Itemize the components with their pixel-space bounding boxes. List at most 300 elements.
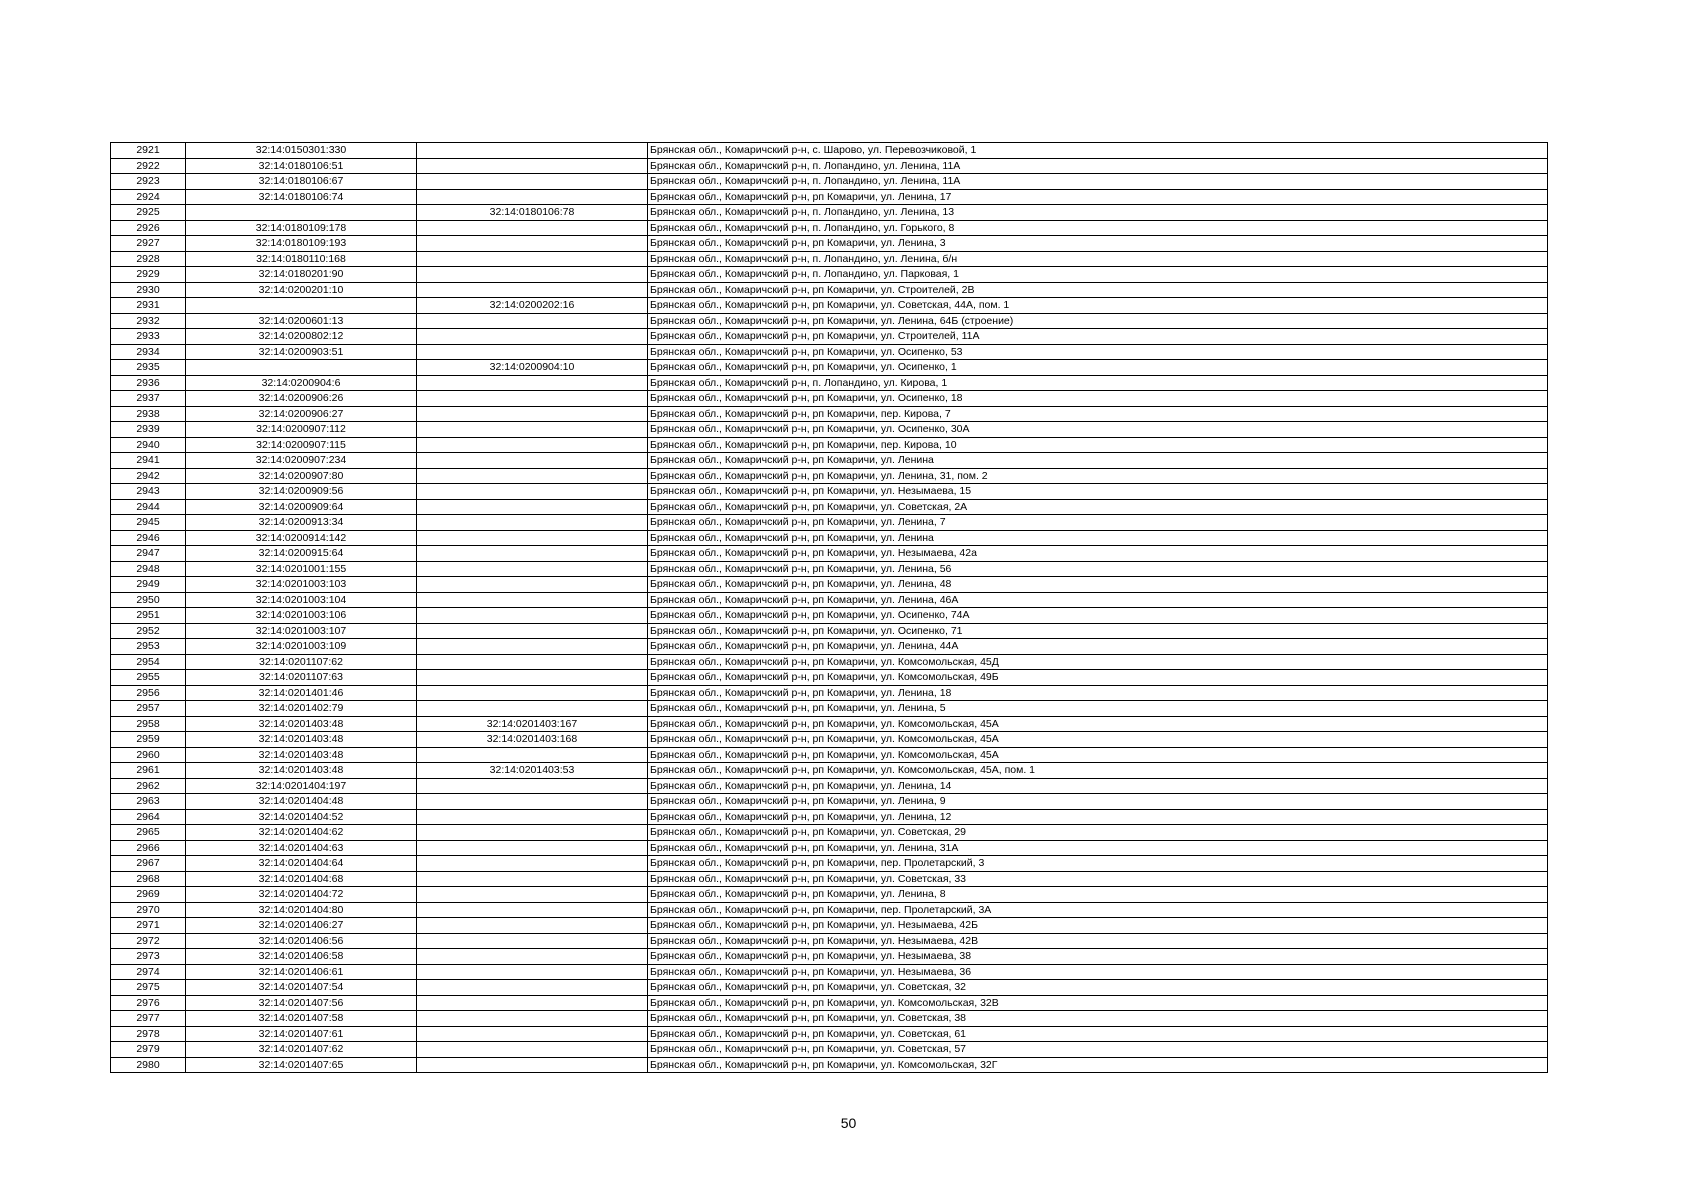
row-number-cell: 2967	[111, 856, 186, 872]
address-cell: Брянская обл., Комаричский р-н, рп Комаричи, ул. Ленина, 31А	[648, 840, 1548, 856]
object-cadastral-number-cell	[417, 1026, 648, 1042]
table-row	[111, 701, 1548, 717]
row-number-cell: 2950	[111, 592, 186, 608]
address-cell: Брянская обл., Комаричский р-н, рп Комаричи, ул. Незымаева, 38	[648, 949, 1548, 965]
table-row	[111, 592, 1548, 608]
table-row	[111, 484, 1548, 500]
cadastral-number-cell: 32:14:0201403:48	[186, 716, 417, 732]
address-cell: Брянская обл., Комаричский р-н, рп Комаричи, ул. Строителей, 2В	[648, 282, 1548, 298]
table-row	[111, 360, 1548, 376]
address-cell: Брянская обл., Комаричский р-н, рп Комаричи, ул. Незымаева, 15	[648, 484, 1548, 500]
table-row	[111, 515, 1548, 531]
object-cadastral-number-cell: 32:14:0180106:78	[417, 205, 648, 221]
table-row	[111, 732, 1548, 748]
object-cadastral-number-cell	[417, 344, 648, 360]
cadastral-number-cell: 32:14:0201407:61	[186, 1026, 417, 1042]
row-number-cell: 2921	[111, 143, 186, 159]
object-cadastral-number-cell	[417, 623, 648, 639]
address-cell: Брянская обл., Комаричский р-н, рп Комаричи, ул. Осипенко, 1	[648, 360, 1548, 376]
cadastral-number-cell: 32:14:0200907:234	[186, 453, 417, 469]
object-cadastral-number-cell	[417, 267, 648, 283]
object-cadastral-number-cell	[417, 670, 648, 686]
cadastral-number-cell: 32:14:0180110:168	[186, 251, 417, 267]
cadastral-number-cell: 32:14:0180106:51	[186, 158, 417, 174]
row-number-cell: 2971	[111, 918, 186, 934]
address-cell: Брянская обл., Комаричский р-н, рп Комаричи, ул. Осипенко, 53	[648, 344, 1548, 360]
cadastral-number-cell: 32:14:0201404:62	[186, 825, 417, 841]
table-row	[111, 468, 1548, 484]
table-row	[111, 778, 1548, 794]
cadastral-number-cell: 32:14:0201407:62	[186, 1042, 417, 1058]
row-number-cell: 2962	[111, 778, 186, 794]
object-cadastral-number-cell: 32:14:0201403:53	[417, 763, 648, 779]
row-number-cell: 2945	[111, 515, 186, 531]
table-row	[111, 313, 1548, 329]
address-cell: Брянская обл., Комаричский р-н, рп Комаричи, пер. Пролетарский, 3	[648, 856, 1548, 872]
table-row	[111, 933, 1548, 949]
cadastral-number-cell: 32:14:0201402:79	[186, 701, 417, 717]
address-cell: Брянская обл., Комаричский р-н, рп Комаричи, ул. Комсомольская, 45А	[648, 716, 1548, 732]
address-cell: Брянская обл., Комаричский р-н, рп Комаричи, ул. Осипенко, 74А	[648, 608, 1548, 624]
table-row	[111, 980, 1548, 996]
cadastral-number-cell: 32:14:0201404:48	[186, 794, 417, 810]
object-cadastral-number-cell	[417, 685, 648, 701]
cadastral-number-cell: 32:14:0201003:107	[186, 623, 417, 639]
object-cadastral-number-cell	[417, 778, 648, 794]
table-row	[111, 406, 1548, 422]
cadastral-number-cell: 32:14:0200914:142	[186, 530, 417, 546]
table-row	[111, 949, 1548, 965]
object-cadastral-number-cell	[417, 375, 648, 391]
object-cadastral-number-cell	[417, 1042, 648, 1058]
table-row	[111, 189, 1548, 205]
address-cell: Брянская обл., Комаричский р-н, рп Комаричи, ул. Ленина, 9	[648, 794, 1548, 810]
row-number-cell: 2933	[111, 329, 186, 345]
address-cell: Брянская обл., Комаричский р-н, рп Комаричи, ул. Комсомольская, 45А, пом. 1	[648, 763, 1548, 779]
address-cell: Брянская обл., Комаричский р-н, рп Комаричи, пер. Пролетарский, 3А	[648, 902, 1548, 918]
row-number-cell: 2942	[111, 468, 186, 484]
table-row	[111, 1011, 1548, 1027]
row-number-cell: 2959	[111, 732, 186, 748]
address-cell: Брянская обл., Комаричский р-н, рп Комаричи, ул. Советская, 33	[648, 871, 1548, 887]
row-number-cell: 2969	[111, 887, 186, 903]
object-cadastral-number-cell	[417, 515, 648, 531]
address-cell: Брянская обл., Комаричский р-н, рп Комаричи, ул. Советская, 57	[648, 1042, 1548, 1058]
object-cadastral-number-cell	[417, 809, 648, 825]
address-cell: Брянская обл., Комаричский р-н, рп Комаричи, ул. Комсомольская, 32В	[648, 995, 1548, 1011]
cadastral-number-cell: 32:14:0201404:63	[186, 840, 417, 856]
row-number-cell: 2953	[111, 639, 186, 655]
row-number-cell: 2940	[111, 437, 186, 453]
table-row	[111, 236, 1548, 252]
row-number-cell: 2926	[111, 220, 186, 236]
cadastral-number-cell: 32:14:0200909:56	[186, 484, 417, 500]
table-row	[111, 654, 1548, 670]
table-row	[111, 670, 1548, 686]
cadastral-number-cell: 32:14:0200904:6	[186, 375, 417, 391]
row-number-cell: 2954	[111, 654, 186, 670]
row-number-cell: 2951	[111, 608, 186, 624]
cadastral-number-cell: 32:14:0201404:197	[186, 778, 417, 794]
row-number-cell: 2924	[111, 189, 186, 205]
address-cell: Брянская обл., Комаричский р-н, рп Комаричи, ул. Ленина, 46А	[648, 592, 1548, 608]
address-cell: Брянская обл., Комаричский р-н, рп Комаричи, ул. Советская, 38	[648, 1011, 1548, 1027]
object-cadastral-number-cell	[417, 499, 648, 515]
cadastral-number-cell: 32:14:0201003:103	[186, 577, 417, 593]
address-cell: Брянская обл., Комаричский р-н, рп Комаричи, ул. Комсомольская, 45А	[648, 732, 1548, 748]
cadastral-number-cell: 32:14:0201404:52	[186, 809, 417, 825]
row-number-cell: 2935	[111, 360, 186, 376]
address-cell: Брянская обл., Комаричский р-н, рп Комаричи, ул. Ленина, 7	[648, 515, 1548, 531]
row-number-cell: 2952	[111, 623, 186, 639]
cadastral-number-cell: 32:14:0201406:27	[186, 918, 417, 934]
object-cadastral-number-cell	[417, 437, 648, 453]
table-row	[111, 902, 1548, 918]
cadastral-number-cell: 32:14:0200907:112	[186, 422, 417, 438]
table-row	[111, 499, 1548, 515]
address-cell: Брянская обл., Комаричский р-н, рп Комаричи, ул. Советская, 61	[648, 1026, 1548, 1042]
address-cell: Брянская обл., Комаричский р-н, рп Комаричи, ул. Незымаева, 42а	[648, 546, 1548, 562]
address-cell: Брянская обл., Комаричский р-н, рп Комаричи, ул. Ленина, 44А	[648, 639, 1548, 655]
row-number-cell: 2944	[111, 499, 186, 515]
row-number-cell: 2948	[111, 561, 186, 577]
object-cadastral-number-cell	[417, 143, 648, 159]
cadastral-number-cell: 32:14:0201003:106	[186, 608, 417, 624]
address-cell: Брянская обл., Комаричский р-н, рп Комаричи, пер. Кирова, 7	[648, 406, 1548, 422]
table-row	[111, 716, 1548, 732]
address-cell: Брянская обл., Комаричский р-н, п. Лопандино, ул. Кирова, 1	[648, 375, 1548, 391]
row-number-cell: 2927	[111, 236, 186, 252]
address-cell: Брянская обл., Комаричский р-н, рп Комаричи, ул. Ленина, 17	[648, 189, 1548, 205]
table-row	[111, 220, 1548, 236]
cadastral-number-cell: 32:14:0201403:48	[186, 732, 417, 748]
row-number-cell: 2937	[111, 391, 186, 407]
row-number-cell: 2947	[111, 546, 186, 562]
object-cadastral-number-cell	[417, 453, 648, 469]
object-cadastral-number-cell	[417, 484, 648, 500]
table-row	[111, 282, 1548, 298]
table-row	[111, 546, 1548, 562]
table-row	[111, 856, 1548, 872]
object-cadastral-number-cell	[417, 608, 648, 624]
table-row	[111, 267, 1548, 283]
object-cadastral-number-cell	[417, 825, 648, 841]
cadastral-number-cell: 32:14:0201404:68	[186, 871, 417, 887]
table-row	[111, 298, 1548, 314]
table-row	[111, 205, 1548, 221]
row-number-cell: 2974	[111, 964, 186, 980]
table-row	[111, 964, 1548, 980]
address-cell: Брянская обл., Комаричский р-н, п. Лопандино, ул. Парковая, 1	[648, 267, 1548, 283]
table-row	[111, 437, 1548, 453]
row-number-cell: 2936	[111, 375, 186, 391]
object-cadastral-number-cell	[417, 918, 648, 934]
object-cadastral-number-cell	[417, 639, 648, 655]
page-number: 50	[840, 1115, 857, 1131]
table-row	[111, 1026, 1548, 1042]
cadastral-number-cell: 32:14:0150301:330	[186, 143, 417, 159]
object-cadastral-number-cell	[417, 964, 648, 980]
row-number-cell: 2957	[111, 701, 186, 717]
row-number-cell: 2955	[111, 670, 186, 686]
object-cadastral-number-cell	[417, 856, 648, 872]
object-cadastral-number-cell	[417, 236, 648, 252]
object-cadastral-number-cell	[417, 871, 648, 887]
address-cell: Брянская обл., Комаричский р-н, рп Комаричи, ул. Ленина, 5	[648, 701, 1548, 717]
object-cadastral-number-cell	[417, 933, 648, 949]
row-number-cell: 2922	[111, 158, 186, 174]
cadastral-number-cell: 32:14:0200903:51	[186, 344, 417, 360]
row-number-cell: 2923	[111, 174, 186, 190]
cadastral-number-cell: 32:14:0200907:80	[186, 468, 417, 484]
object-cadastral-number-cell	[417, 577, 648, 593]
table-row	[111, 422, 1548, 438]
object-cadastral-number-cell: 32:14:0201403:168	[417, 732, 648, 748]
row-number-cell: 2970	[111, 902, 186, 918]
object-cadastral-number-cell	[417, 220, 648, 236]
address-cell: Брянская обл., Комаричский р-н, рп Комаричи, ул. Советская, 44А, пом. 1	[648, 298, 1548, 314]
object-cadastral-number-cell	[417, 980, 648, 996]
cadastral-number-cell: 32:14:0201407:54	[186, 980, 417, 996]
object-cadastral-number-cell	[417, 887, 648, 903]
object-cadastral-number-cell	[417, 995, 648, 1011]
address-cell: Брянская обл., Комаричский р-н, рп Комаричи, ул. Осипенко, 71	[648, 623, 1548, 639]
row-number-cell: 2938	[111, 406, 186, 422]
address-cell: Брянская обл., Комаричский р-н, рп Комаричи, ул. Ленина, 12	[648, 809, 1548, 825]
address-cell: Брянская обл., Комаричский р-н, рп Комаричи, ул. Ленина, 14	[648, 778, 1548, 794]
cadastral-number-cell: 32:14:0180109:193	[186, 236, 417, 252]
cadastral-number-cell: 32:14:0201403:48	[186, 747, 417, 763]
cadastral-number-cell: 32:14:0201107:62	[186, 654, 417, 670]
object-cadastral-number-cell	[417, 902, 648, 918]
table-row	[111, 685, 1548, 701]
table-row	[111, 1057, 1548, 1073]
address-cell: Брянская обл., Комаричский р-н, рп Комаричи, ул. Строителей, 11А	[648, 329, 1548, 345]
row-number-cell: 2932	[111, 313, 186, 329]
address-cell: Брянская обл., Комаричский р-н, п. Лопандино, ул. Ленина, 11А	[648, 158, 1548, 174]
address-cell: Брянская обл., Комаричский р-н, рп Комаричи, ул. Ленина, 18	[648, 685, 1548, 701]
row-number-cell: 2963	[111, 794, 186, 810]
table-row	[111, 329, 1548, 345]
cadastral-number-cell	[186, 360, 417, 376]
object-cadastral-number-cell	[417, 592, 648, 608]
row-number-cell: 2956	[111, 685, 186, 701]
cadastral-number-cell: 32:14:0201403:48	[186, 763, 417, 779]
table-row	[111, 251, 1548, 267]
address-cell: Брянская обл., Комаричский р-н, рп Комаричи, ул. Комсомольская, 49Б	[648, 670, 1548, 686]
row-number-cell: 2925	[111, 205, 186, 221]
table-row	[111, 530, 1548, 546]
cadastral-number-cell: 32:14:0200201:10	[186, 282, 417, 298]
cadastral-number-cell: 32:14:0200906:27	[186, 406, 417, 422]
row-number-cell: 2958	[111, 716, 186, 732]
table-row	[111, 918, 1548, 934]
address-cell: Брянская обл., Комаричский р-н, рп Комаричи, ул. Ленина	[648, 453, 1548, 469]
address-cell: Брянская обл., Комаричский р-н, рп Комаричи, ул. Незымаева, 42Б	[648, 918, 1548, 934]
row-number-cell: 2980	[111, 1057, 186, 1073]
table-row	[111, 577, 1548, 593]
cadastral-number-cell: 32:14:0200909:64	[186, 499, 417, 515]
row-number-cell: 2946	[111, 530, 186, 546]
table-row	[111, 995, 1548, 1011]
table-row	[111, 825, 1548, 841]
table-row	[111, 453, 1548, 469]
address-cell: Брянская обл., Комаричский р-н, рп Комаричи, ул. Осипенко, 18	[648, 391, 1548, 407]
address-cell: Брянская обл., Комаричский р-н, рп Комаричи, ул. Комсомольская, 45А	[648, 747, 1548, 763]
object-cadastral-number-cell	[417, 422, 648, 438]
object-cadastral-number-cell	[417, 406, 648, 422]
address-cell: Брянская обл., Комаричский р-н, рп Комаричи, ул. Ленина, 48	[648, 577, 1548, 593]
row-number-cell: 2929	[111, 267, 186, 283]
row-number-cell: 2968	[111, 871, 186, 887]
cadastral-number-cell: 32:14:0180109:178	[186, 220, 417, 236]
address-cell: Брянская обл., Комаричский р-н, рп Комаричи, ул. Ленина, 64Б (строение)	[648, 313, 1548, 329]
address-cell: Брянская обл., Комаричский р-н, рп Комаричи, пер. Кирова, 10	[648, 437, 1548, 453]
object-cadastral-number-cell: 32:14:0200202:16	[417, 298, 648, 314]
row-number-cell: 2930	[111, 282, 186, 298]
table-row	[111, 561, 1548, 577]
object-cadastral-number-cell	[417, 530, 648, 546]
table-row	[111, 809, 1548, 825]
cadastral-number-cell: 32:14:0180201:90	[186, 267, 417, 283]
object-cadastral-number-cell	[417, 282, 648, 298]
cadastral-number-cell: 32:14:0201407:58	[186, 1011, 417, 1027]
address-cell: Брянская обл., Комаричский р-н, рп Комаричи, ул. Ленина, 56	[648, 561, 1548, 577]
address-cell: Брянская обл., Комаричский р-н, рп Комаричи, ул. Ленина, 8	[648, 887, 1548, 903]
object-cadastral-number-cell	[417, 949, 648, 965]
table-row	[111, 391, 1548, 407]
table-row	[111, 840, 1548, 856]
row-number-cell: 2979	[111, 1042, 186, 1058]
cadastral-number-cell: 32:14:0201404:64	[186, 856, 417, 872]
address-cell: Брянская обл., Комаричский р-н, рп Комаричи, ул. Комсомольская, 32Г	[648, 1057, 1548, 1073]
cadastral-number-cell: 32:14:0201404:80	[186, 902, 417, 918]
address-cell: Брянская обл., Комаричский р-н, рп Комаричи, ул. Советская, 32	[648, 980, 1548, 996]
row-number-cell: 2977	[111, 1011, 186, 1027]
cadastral-number-cell: 32:14:0201401:46	[186, 685, 417, 701]
row-number-cell: 2976	[111, 995, 186, 1011]
row-number-cell: 2964	[111, 809, 186, 825]
table-row	[111, 344, 1548, 360]
row-number-cell: 2973	[111, 949, 186, 965]
table-row	[111, 375, 1548, 391]
address-cell: Брянская обл., Комаричский р-н, п. Лопандино, ул. Ленина, 11А	[648, 174, 1548, 190]
address-cell: Брянская обл., Комаричский р-н, рп Комаричи, ул. Незымаева, 36	[648, 964, 1548, 980]
row-number-cell: 2939	[111, 422, 186, 438]
address-cell: Брянская обл., Комаричский р-н, рп Комаричи, ул. Ленина	[648, 530, 1548, 546]
row-number-cell: 2928	[111, 251, 186, 267]
cadastral-number-cell: 32:14:0201406:61	[186, 964, 417, 980]
table-row	[111, 174, 1548, 190]
object-cadastral-number-cell	[417, 840, 648, 856]
row-number-cell: 2961	[111, 763, 186, 779]
cadastral-number-cell: 32:14:0201107:63	[186, 670, 417, 686]
row-number-cell: 2966	[111, 840, 186, 856]
object-cadastral-number-cell	[417, 251, 648, 267]
address-cell: Брянская обл., Комаричский р-н, рп Комаричи, ул. Советская, 29	[648, 825, 1548, 841]
object-cadastral-number-cell	[417, 561, 648, 577]
object-cadastral-number-cell: 32:14:0201403:167	[417, 716, 648, 732]
object-cadastral-number-cell	[417, 1011, 648, 1027]
row-number-cell: 2931	[111, 298, 186, 314]
object-cadastral-number-cell	[417, 468, 648, 484]
table-row	[111, 747, 1548, 763]
object-cadastral-number-cell	[417, 794, 648, 810]
row-number-cell: 2972	[111, 933, 186, 949]
cadastral-number-cell: 32:14:0201003:109	[186, 639, 417, 655]
cadastral-number-cell: 32:14:0201001:155	[186, 561, 417, 577]
address-cell: Брянская обл., Комаричский р-н, рп Комаричи, ул. Ленина, 3	[648, 236, 1548, 252]
object-cadastral-number-cell	[417, 1057, 648, 1073]
table-row	[111, 158, 1548, 174]
object-cadastral-number-cell	[417, 391, 648, 407]
registry-table	[110, 142, 1548, 1073]
address-cell: Брянская обл., Комаричский р-н, рп Комаричи, ул. Комсомольская, 45Д	[648, 654, 1548, 670]
object-cadastral-number-cell	[417, 158, 648, 174]
address-cell: Брянская обл., Комаричский р-н, рп Комаричи, ул. Незымаева, 42В	[648, 933, 1548, 949]
object-cadastral-number-cell	[417, 701, 648, 717]
address-cell: Брянская обл., Комаричский р-н, рп Комаричи, ул. Ленина, 31, пом. 2	[648, 468, 1548, 484]
cadastral-number-cell: 32:14:0201407:56	[186, 995, 417, 1011]
table-row	[111, 1042, 1548, 1058]
cadastral-number-cell: 32:14:0200802:12	[186, 329, 417, 345]
cadastral-number-cell: 32:14:0200915:64	[186, 546, 417, 562]
object-cadastral-number-cell	[417, 189, 648, 205]
address-cell: Брянская обл., Комаричский р-н, рп Комаричи, ул. Осипенко, 30А	[648, 422, 1548, 438]
table-row	[111, 871, 1548, 887]
cadastral-number-cell: 32:14:0201404:72	[186, 887, 417, 903]
object-cadastral-number-cell	[417, 546, 648, 562]
row-number-cell: 2943	[111, 484, 186, 500]
row-number-cell: 2941	[111, 453, 186, 469]
table-row	[111, 763, 1548, 779]
object-cadastral-number-cell: 32:14:0200904:10	[417, 360, 648, 376]
address-cell: Брянская обл., Комаричский р-н, п. Лопандино, ул. Ленина, б/н	[648, 251, 1548, 267]
cadastral-number-cell: 32:14:0201003:104	[186, 592, 417, 608]
table-row	[111, 639, 1548, 655]
table-row	[111, 794, 1548, 810]
row-number-cell: 2975	[111, 980, 186, 996]
object-cadastral-number-cell	[417, 654, 648, 670]
registry-table-body	[111, 143, 1548, 1073]
cadastral-number-cell: 32:14:0201406:58	[186, 949, 417, 965]
cadastral-number-cell: 32:14:0180106:74	[186, 189, 417, 205]
cadastral-number-cell	[186, 298, 417, 314]
row-number-cell: 2960	[111, 747, 186, 763]
address-cell: Брянская обл., Комаричский р-н, рп Комаричи, ул. Советская, 2А	[648, 499, 1548, 515]
cadastral-number-cell: 32:14:0200907:115	[186, 437, 417, 453]
table-row	[111, 623, 1548, 639]
address-cell: Брянская обл., Комаричский р-н, с. Шарово, ул. Перевозчиковой, 1	[648, 143, 1548, 159]
address-cell: Брянская обл., Комаричский р-н, п. Лопандино, ул. Горького, 8	[648, 220, 1548, 236]
cadastral-number-cell: 32:14:0180106:67	[186, 174, 417, 190]
cadastral-number-cell: 32:14:0200913:34	[186, 515, 417, 531]
row-number-cell: 2965	[111, 825, 186, 841]
object-cadastral-number-cell	[417, 329, 648, 345]
cadastral-number-cell: 32:14:0200601:13	[186, 313, 417, 329]
object-cadastral-number-cell	[417, 174, 648, 190]
row-number-cell: 2934	[111, 344, 186, 360]
cadastral-number-cell: 32:14:0201407:65	[186, 1057, 417, 1073]
object-cadastral-number-cell	[417, 313, 648, 329]
row-number-cell: 2978	[111, 1026, 186, 1042]
cadastral-number-cell	[186, 205, 417, 221]
object-cadastral-number-cell	[417, 747, 648, 763]
cadastral-number-cell: 32:14:0201406:56	[186, 933, 417, 949]
table-row	[111, 143, 1548, 159]
address-cell: Брянская обл., Комаричский р-н, п. Лопандино, ул. Ленина, 13	[648, 205, 1548, 221]
table-row	[111, 608, 1548, 624]
